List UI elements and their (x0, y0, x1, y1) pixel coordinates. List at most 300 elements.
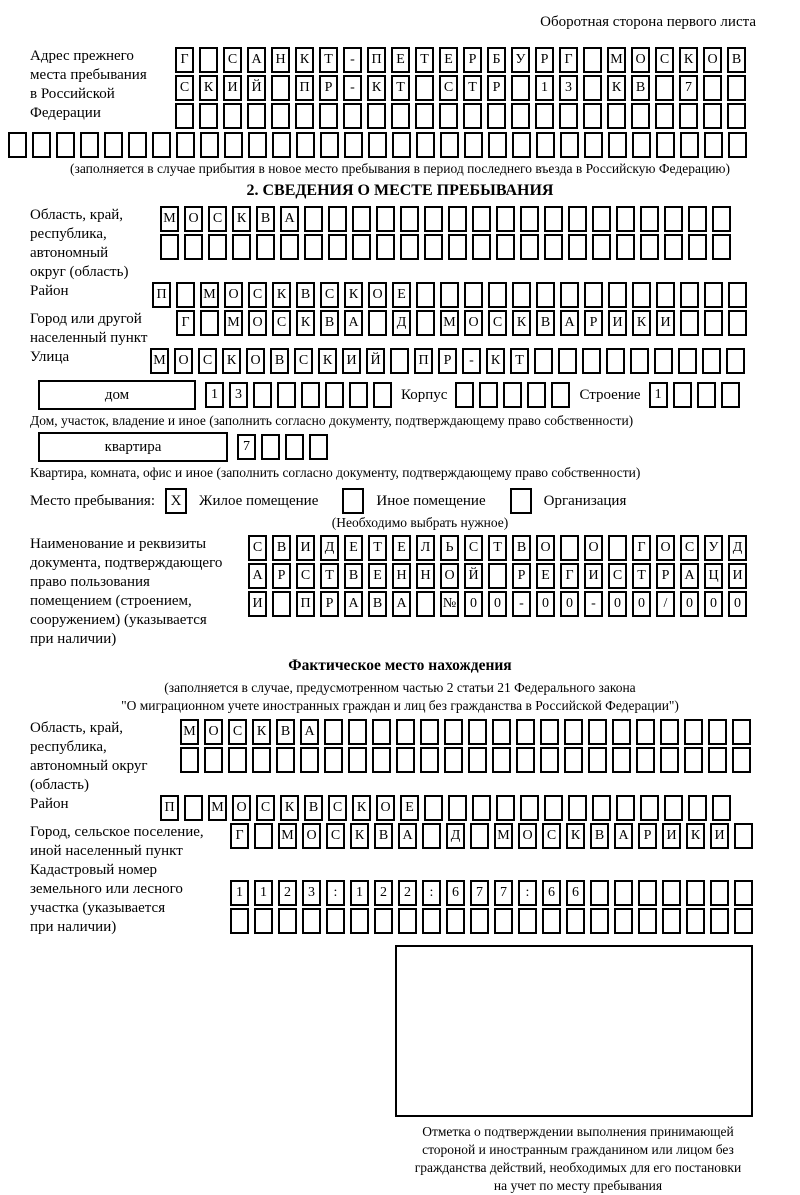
form-cell[interactable] (728, 282, 747, 308)
form-cell[interactable] (224, 132, 243, 158)
form-cell[interactable]: Д (446, 823, 465, 849)
form-cell[interactable]: Р (512, 563, 531, 589)
form-cell[interactable] (200, 310, 219, 336)
form-cell[interactable] (534, 348, 553, 374)
form-cell[interactable] (343, 103, 362, 129)
form-cell[interactable]: О (184, 206, 203, 232)
form-cell[interactable] (392, 132, 411, 158)
form-cell[interactable] (656, 132, 675, 158)
form-cell[interactable] (516, 719, 535, 745)
form-cell[interactable] (160, 234, 179, 260)
form-cell[interactable]: В (536, 310, 555, 336)
form-cell[interactable] (704, 132, 723, 158)
form-cell[interactable]: Т (319, 47, 338, 73)
form-cell[interactable]: О (440, 563, 459, 589)
form-cell[interactable] (488, 282, 507, 308)
form-cell[interactable] (376, 206, 395, 232)
form-cell[interactable] (479, 382, 498, 408)
form-cell[interactable]: И (296, 535, 315, 561)
form-cell[interactable] (184, 234, 203, 260)
form-cell[interactable] (540, 719, 559, 745)
form-cell[interactable] (368, 310, 387, 336)
form-cell[interactable] (396, 719, 415, 745)
form-cell[interactable] (721, 382, 740, 408)
form-cell[interactable]: А (560, 310, 579, 336)
form-cell[interactable] (704, 282, 723, 308)
form-cell[interactable]: В (270, 348, 289, 374)
form-cell[interactable]: А (248, 563, 267, 589)
form-cell[interactable]: С (680, 535, 699, 561)
form-cell[interactable] (176, 282, 195, 308)
form-cell[interactable]: А (680, 563, 699, 589)
form-cell[interactable]: Б (487, 47, 506, 73)
form-cell[interactable]: 2 (398, 880, 417, 906)
form-cell[interactable]: Р (656, 563, 675, 589)
form-cell[interactable] (710, 880, 729, 906)
form-cell[interactable]: В (320, 310, 339, 336)
form-cell[interactable] (272, 591, 291, 617)
form-cell[interactable]: А (344, 591, 363, 617)
form-cell[interactable] (614, 908, 633, 934)
form-cell[interactable] (278, 908, 297, 934)
form-cell[interactable] (487, 103, 506, 129)
form-cell[interactable] (208, 234, 227, 260)
form-cell[interactable]: Т (368, 535, 387, 561)
form-cell[interactable] (732, 747, 751, 773)
form-cell[interactable] (710, 908, 729, 934)
form-cell[interactable]: П (160, 795, 179, 821)
form-cell[interactable] (300, 747, 319, 773)
form-cell[interactable]: 3 (302, 880, 321, 906)
form-cell[interactable] (516, 747, 535, 773)
form-cell[interactable] (328, 206, 347, 232)
form-cell[interactable]: Е (368, 563, 387, 589)
form-cell[interactable] (616, 234, 635, 260)
form-cell[interactable]: М (180, 719, 199, 745)
form-cell[interactable]: О (376, 795, 395, 821)
form-cell[interactable] (686, 880, 705, 906)
form-cell[interactable] (708, 747, 727, 773)
form-cell[interactable]: Й (464, 563, 483, 589)
form-cell[interactable]: С (198, 348, 217, 374)
form-cell[interactable]: Ц (704, 563, 723, 589)
form-cell[interactable]: О (464, 310, 483, 336)
form-cell[interactable]: А (392, 591, 411, 617)
form-cell[interactable]: 3 (559, 75, 578, 101)
form-cell[interactable] (376, 234, 395, 260)
form-cell[interactable]: К (232, 206, 251, 232)
form-cell[interactable]: 0 (632, 591, 651, 617)
form-cell[interactable]: Р (535, 47, 554, 73)
form-cell[interactable] (400, 206, 419, 232)
form-cell[interactable]: М (208, 795, 227, 821)
form-cell[interactable] (420, 747, 439, 773)
form-cell[interactable] (424, 234, 443, 260)
form-cell[interactable] (448, 795, 467, 821)
form-cell[interactable]: К (199, 75, 218, 101)
form-cell[interactable]: - (584, 591, 603, 617)
form-cell[interactable]: - (512, 591, 531, 617)
form-cell[interactable]: С (488, 310, 507, 336)
form-cell[interactable]: 0 (536, 591, 555, 617)
form-cell[interactable] (520, 206, 539, 232)
form-cell[interactable] (527, 382, 546, 408)
form-cell[interactable] (280, 234, 299, 260)
apartment-type-box[interactable]: квартира (38, 432, 228, 462)
form-cell[interactable]: К (632, 310, 651, 336)
form-cell[interactable]: 1 (230, 880, 249, 906)
form-cell[interactable]: С (439, 75, 458, 101)
form-cell[interactable] (496, 206, 515, 232)
form-cell[interactable]: Г (559, 47, 578, 73)
form-cell[interactable]: Т (488, 535, 507, 561)
form-cell[interactable] (277, 382, 296, 408)
form-cell[interactable]: М (440, 310, 459, 336)
form-cell[interactable]: В (296, 282, 315, 308)
form-cell[interactable] (712, 206, 731, 232)
form-cell[interactable] (680, 310, 699, 336)
form-cell[interactable] (560, 282, 579, 308)
form-cell[interactable] (697, 382, 716, 408)
form-cell[interactable]: 1 (535, 75, 554, 101)
form-cell[interactable] (304, 206, 323, 232)
form-cell[interactable]: Т (415, 47, 434, 73)
form-cell[interactable]: - (462, 348, 481, 374)
form-cell[interactable]: С (608, 563, 627, 589)
form-cell[interactable] (494, 908, 513, 934)
form-cell[interactable] (732, 719, 751, 745)
form-cell[interactable]: Т (463, 75, 482, 101)
form-cell[interactable] (367, 103, 386, 129)
form-cell[interactable] (324, 719, 343, 745)
form-cell[interactable] (416, 591, 435, 617)
form-cell[interactable] (726, 348, 745, 374)
form-cell[interactable] (568, 795, 587, 821)
form-cell[interactable] (631, 103, 650, 129)
form-cell[interactable]: 1 (205, 382, 224, 408)
form-cell[interactable]: М (224, 310, 243, 336)
form-cell[interactable] (535, 103, 554, 129)
form-cell[interactable] (463, 103, 482, 129)
form-cell[interactable] (551, 382, 570, 408)
form-cell[interactable]: Д (728, 535, 747, 561)
form-cell[interactable]: Е (400, 795, 419, 821)
form-cell[interactable] (734, 880, 753, 906)
house-type-box[interactable]: дом (38, 380, 196, 410)
form-cell[interactable]: 7 (679, 75, 698, 101)
form-cell[interactable]: П (296, 591, 315, 617)
form-cell[interactable] (590, 880, 609, 906)
form-cell[interactable] (544, 795, 563, 821)
form-cell[interactable]: С (464, 535, 483, 561)
form-cell[interactable] (8, 132, 27, 158)
form-cell[interactable]: П (367, 47, 386, 73)
form-cell[interactable]: Д (320, 535, 339, 561)
form-cell[interactable] (285, 434, 304, 460)
form-cell[interactable]: М (494, 823, 513, 849)
form-cell[interactable] (368, 132, 387, 158)
form-cell[interactable] (301, 382, 320, 408)
form-cell[interactable]: У (511, 47, 530, 73)
form-cell[interactable]: С (223, 47, 242, 73)
form-cell[interactable]: О (656, 535, 675, 561)
form-cell[interactable] (708, 719, 727, 745)
form-cell[interactable] (128, 132, 147, 158)
form-cell[interactable]: С (175, 75, 194, 101)
form-cell[interactable] (468, 719, 487, 745)
form-cell[interactable] (416, 132, 435, 158)
form-cell[interactable] (584, 132, 603, 158)
form-cell[interactable] (230, 908, 249, 934)
form-cell[interactable] (606, 348, 625, 374)
form-cell[interactable] (588, 719, 607, 745)
form-cell[interactable]: С (542, 823, 561, 849)
form-cell[interactable] (590, 908, 609, 934)
form-cell[interactable] (520, 234, 539, 260)
form-cell[interactable]: Е (439, 47, 458, 73)
form-cell[interactable] (232, 234, 251, 260)
form-cell[interactable]: Н (271, 47, 290, 73)
form-cell[interactable]: Е (392, 282, 411, 308)
form-cell[interactable] (488, 132, 507, 158)
form-cell[interactable]: И (342, 348, 361, 374)
form-cell[interactable] (568, 206, 587, 232)
form-cell[interactable] (582, 348, 601, 374)
form-cell[interactable]: К (280, 795, 299, 821)
form-cell[interactable] (496, 795, 515, 821)
form-cell[interactable]: 0 (728, 591, 747, 617)
form-cell[interactable]: К (295, 47, 314, 73)
form-cell[interactable] (584, 282, 603, 308)
form-cell[interactable]: - (343, 75, 362, 101)
form-cell[interactable] (655, 75, 674, 101)
form-cell[interactable]: : (422, 880, 441, 906)
form-cell[interactable]: Е (536, 563, 555, 589)
form-cell[interactable] (702, 348, 721, 374)
form-cell[interactable] (536, 132, 555, 158)
form-cell[interactable]: К (350, 823, 369, 849)
form-cell[interactable] (566, 908, 585, 934)
form-cell[interactable] (104, 132, 123, 158)
form-cell[interactable] (446, 908, 465, 934)
form-cell[interactable]: С (272, 310, 291, 336)
form-cell[interactable]: С (655, 47, 674, 73)
form-cell[interactable]: О (368, 282, 387, 308)
checkbox-other-premises[interactable] (342, 488, 364, 514)
form-cell[interactable] (344, 132, 363, 158)
form-cell[interactable]: И (662, 823, 681, 849)
form-cell[interactable] (424, 795, 443, 821)
form-cell[interactable] (416, 282, 435, 308)
form-cell[interactable] (630, 348, 649, 374)
form-cell[interactable] (247, 103, 266, 129)
form-cell[interactable]: Г (560, 563, 579, 589)
form-cell[interactable] (608, 132, 627, 158)
form-cell[interactable] (592, 795, 611, 821)
form-cell[interactable]: Е (344, 535, 363, 561)
form-cell[interactable]: У (704, 535, 723, 561)
form-cell[interactable] (673, 382, 692, 408)
form-cell[interactable] (390, 348, 409, 374)
form-cell[interactable] (656, 282, 675, 308)
form-cell[interactable] (684, 719, 703, 745)
form-cell[interactable] (616, 795, 635, 821)
form-cell[interactable]: Й (247, 75, 266, 101)
form-cell[interactable] (374, 908, 393, 934)
form-cell[interactable] (175, 103, 194, 129)
form-cell[interactable]: В (512, 535, 531, 561)
form-cell[interactable] (564, 747, 583, 773)
form-cell[interactable] (352, 234, 371, 260)
form-cell[interactable]: В (374, 823, 393, 849)
form-cell[interactable]: 0 (488, 591, 507, 617)
form-cell[interactable]: 7 (470, 880, 489, 906)
form-cell[interactable] (422, 823, 441, 849)
form-cell[interactable] (568, 234, 587, 260)
form-cell[interactable] (176, 132, 195, 158)
form-cell[interactable]: В (344, 563, 363, 589)
form-cell[interactable]: П (414, 348, 433, 374)
form-cell[interactable] (324, 747, 343, 773)
form-cell[interactable]: С (296, 563, 315, 589)
form-cell[interactable]: В (368, 591, 387, 617)
form-cell[interactable]: О (302, 823, 321, 849)
form-cell[interactable] (325, 382, 344, 408)
form-cell[interactable] (684, 747, 703, 773)
form-cell[interactable]: Н (392, 563, 411, 589)
form-cell[interactable]: И (608, 310, 627, 336)
form-cell[interactable] (276, 747, 295, 773)
form-cell[interactable] (660, 747, 679, 773)
form-cell[interactable] (560, 535, 579, 561)
form-cell[interactable]: О (232, 795, 251, 821)
form-cell[interactable] (704, 310, 723, 336)
form-cell[interactable] (512, 282, 531, 308)
form-cell[interactable]: № (440, 591, 459, 617)
form-cell[interactable] (511, 103, 530, 129)
form-cell[interactable]: 6 (446, 880, 465, 906)
form-cell[interactable]: К (686, 823, 705, 849)
form-cell[interactable] (655, 103, 674, 129)
form-cell[interactable] (640, 206, 659, 232)
form-cell[interactable] (583, 103, 602, 129)
form-cell[interactable] (422, 908, 441, 934)
form-cell[interactable] (728, 310, 747, 336)
form-cell[interactable]: А (344, 310, 363, 336)
form-cell[interactable]: С (294, 348, 313, 374)
form-cell[interactable] (664, 206, 683, 232)
form-cell[interactable] (540, 747, 559, 773)
form-cell[interactable] (511, 75, 530, 101)
form-cell[interactable]: О (631, 47, 650, 73)
form-cell[interactable]: И (248, 591, 267, 617)
form-cell[interactable] (638, 880, 657, 906)
form-cell[interactable] (199, 103, 218, 129)
form-cell[interactable]: 0 (704, 591, 723, 617)
form-cell[interactable] (295, 103, 314, 129)
form-cell[interactable]: А (398, 823, 417, 849)
form-cell[interactable]: О (174, 348, 193, 374)
form-cell[interactable] (152, 132, 171, 158)
form-cell[interactable]: О (703, 47, 722, 73)
form-cell[interactable] (712, 234, 731, 260)
form-cell[interactable] (542, 908, 561, 934)
form-cell[interactable]: С (320, 282, 339, 308)
form-cell[interactable] (608, 535, 627, 561)
form-cell[interactable]: П (152, 282, 171, 308)
form-cell[interactable] (373, 382, 392, 408)
form-cell[interactable] (638, 908, 657, 934)
form-cell[interactable] (472, 234, 491, 260)
form-cell[interactable] (544, 206, 563, 232)
form-cell[interactable]: Л (416, 535, 435, 561)
form-cell[interactable] (252, 747, 271, 773)
form-cell[interactable] (470, 823, 489, 849)
form-cell[interactable]: В (272, 535, 291, 561)
form-cell[interactable] (608, 282, 627, 308)
form-cell[interactable] (664, 795, 683, 821)
form-cell[interactable] (228, 747, 247, 773)
form-cell[interactable] (512, 132, 531, 158)
checkbox-residential[interactable]: X (165, 488, 187, 514)
form-cell[interactable] (612, 747, 631, 773)
form-cell[interactable]: Д (392, 310, 411, 336)
form-cell[interactable]: Р (320, 591, 339, 617)
form-cell[interactable] (199, 47, 218, 73)
form-cell[interactable]: Р (584, 310, 603, 336)
form-cell[interactable]: 0 (608, 591, 627, 617)
form-cell[interactable]: К (486, 348, 505, 374)
form-cell[interactable] (712, 795, 731, 821)
form-cell[interactable]: О (204, 719, 223, 745)
form-cell[interactable] (348, 747, 367, 773)
form-cell[interactable] (256, 234, 275, 260)
form-cell[interactable]: К (566, 823, 585, 849)
form-cell[interactable] (424, 206, 443, 232)
form-cell[interactable] (559, 103, 578, 129)
form-cell[interactable]: И (728, 563, 747, 589)
form-cell[interactable]: О (246, 348, 265, 374)
form-cell[interactable]: О (248, 310, 267, 336)
form-cell[interactable] (583, 47, 602, 73)
form-cell[interactable] (640, 795, 659, 821)
form-cell[interactable]: А (247, 47, 266, 73)
form-cell[interactable] (464, 282, 483, 308)
form-cell[interactable]: О (224, 282, 243, 308)
form-cell[interactable]: М (150, 348, 169, 374)
form-cell[interactable] (444, 747, 463, 773)
form-cell[interactable]: 0 (464, 591, 483, 617)
form-cell[interactable] (328, 234, 347, 260)
form-cell[interactable]: С (228, 719, 247, 745)
form-cell[interactable]: С (248, 535, 267, 561)
form-cell[interactable] (612, 719, 631, 745)
form-cell[interactable]: Г (632, 535, 651, 561)
form-cell[interactable] (352, 206, 371, 232)
form-cell[interactable] (636, 747, 655, 773)
form-cell[interactable]: К (272, 282, 291, 308)
form-cell[interactable]: Й (366, 348, 385, 374)
form-cell[interactable] (416, 310, 435, 336)
form-cell[interactable]: Р (319, 75, 338, 101)
form-cell[interactable]: И (710, 823, 729, 849)
form-cell[interactable] (372, 719, 391, 745)
form-cell[interactable]: О (536, 535, 555, 561)
form-cell[interactable] (398, 908, 417, 934)
form-cell[interactable]: 6 (566, 880, 585, 906)
form-cell[interactable]: К (679, 47, 698, 73)
form-cell[interactable] (688, 206, 707, 232)
